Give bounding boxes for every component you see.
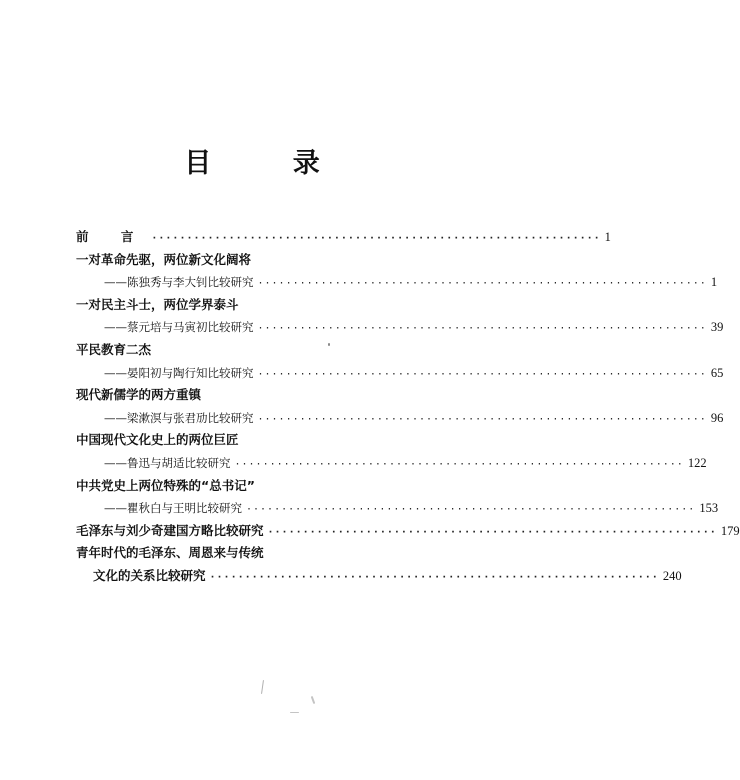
toc-entry-text: 一对民主斗士，两位学界泰斗: [76, 296, 239, 312]
toc-entry-text: 中国现代文化史上的两位巨匠: [76, 432, 239, 448]
page-title: 目 录: [184, 148, 356, 179]
toc-page-number: 39: [710, 320, 724, 335]
toc-entry-text: 平民教育二杰: [76, 341, 152, 357]
toc-entry-single: [76, 520, 740, 543]
toc-page-number: 1: [604, 230, 611, 244]
toc-entry-text: 一对革命先驱，两位新文化阔将: [76, 251, 252, 267]
toc-entry-text: 现代新儒学的两方重镇: [76, 387, 202, 403]
toc-heading: [76, 339, 442, 362]
toc-subentry: [76, 497, 719, 520]
toc-entry-text: ——瞿秋白与王明比较研究: [104, 501, 242, 516]
dot-leader: ································································: [257, 323, 707, 335]
dot-leader: ································································: [257, 368, 707, 380]
toc-subentry: [76, 407, 724, 430]
toc-heading: [76, 249, 442, 272]
toc-subentry: [76, 271, 718, 294]
toc-entry-text: ——梁漱溟与张君劢比较研究: [104, 410, 254, 425]
toc-entry-text: 前 言: [76, 229, 148, 244]
toc-entry-text: 文化的关系比较研究: [93, 567, 206, 583]
scan-mark: [311, 696, 316, 704]
toc-entry-text: ——蔡元培与马寅初比较研究: [104, 320, 254, 335]
toc-page-number: 153: [699, 501, 719, 516]
toc-heading: [76, 475, 442, 498]
toc-heading: [76, 294, 442, 317]
toc-page-number: 122: [687, 455, 707, 470]
toc-heading: [76, 429, 442, 452]
dot-leader: ································································: [257, 413, 707, 425]
dot-leader: ································································: [246, 504, 696, 516]
toc-entry-preface: [76, 226, 611, 249]
toc-entry-text: ——晏阳初与陶行知比较研究: [104, 365, 254, 380]
toc-entry-text: ——陈独秀与李大钊比较研究: [104, 275, 254, 290]
toc-page-number: 240: [662, 568, 682, 583]
scan-mark: [290, 712, 299, 713]
dot-leader: ································································: [151, 233, 601, 244]
toc-page-number: 1: [710, 275, 718, 290]
toc-heading: [76, 384, 442, 407]
toc-subentry: [76, 316, 724, 339]
toc-entry-text: 中共党史上两位特殊的“总书记”: [76, 477, 255, 493]
table-of-contents: [76, 226, 740, 588]
toc-entry-text: 毛泽东与刘少奇建国方略比较研究: [76, 522, 264, 538]
toc-heading: [76, 542, 442, 565]
dot-leader: ································································: [209, 571, 659, 583]
toc-page-number: 96: [710, 410, 724, 425]
toc-entry-text: ——鲁迅与胡适比较研究: [104, 455, 231, 470]
toc-continuation: [76, 565, 682, 588]
scan-mark: [328, 343, 330, 346]
toc-page-number: 179: [720, 523, 740, 538]
toc-subentry: [76, 362, 724, 385]
toc-page-number: 65: [710, 365, 724, 380]
toc-entry-text: 青年时代的毛泽东、周恩来与传统: [76, 545, 264, 561]
scan-mark: [261, 680, 264, 694]
dot-leader: ································································: [267, 526, 717, 538]
dot-leader: ································································: [234, 458, 684, 470]
toc-subentry: [76, 452, 707, 475]
dot-leader: ································································: [257, 278, 707, 290]
